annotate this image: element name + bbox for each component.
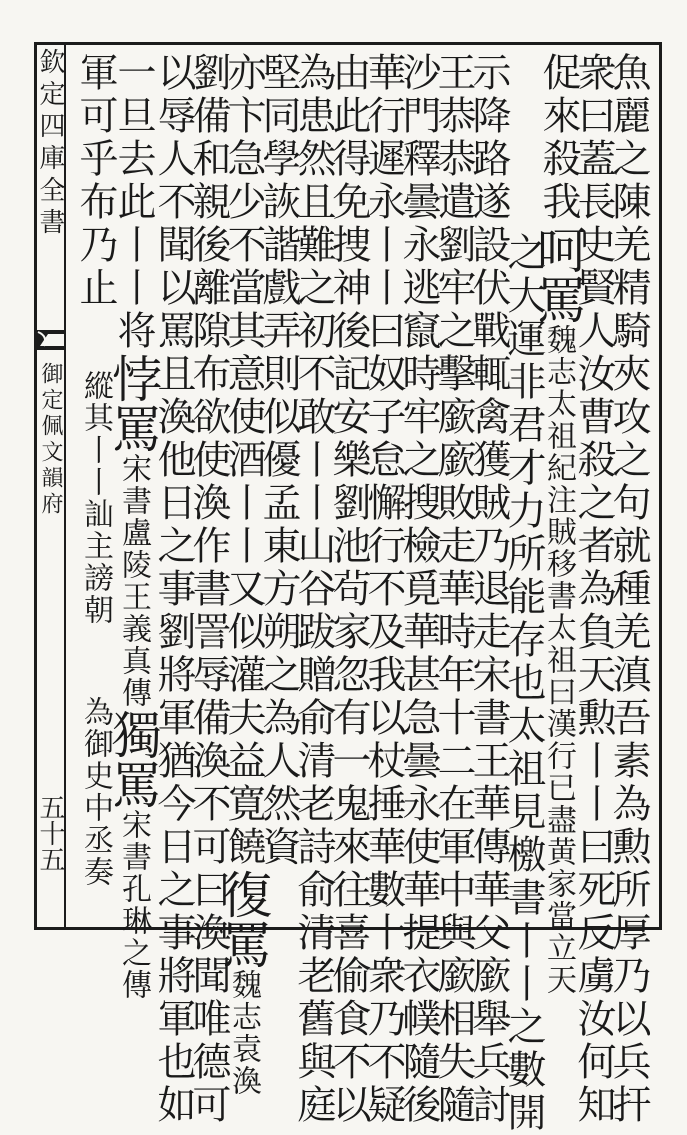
book-title: 御定佩文韻府	[38, 362, 63, 518]
headword: 悖罵	[104, 353, 162, 453]
margin-gutter	[34, 42, 66, 930]
body-text: 促來殺我	[536, 52, 581, 224]
body-text: 以辱人不聞以罵且渙他日之事劉將軍猶今日之事將軍也如	[151, 52, 196, 1127]
body-text: 之大運非君才力所能存也太祖見檄書丨丨之數開	[501, 232, 546, 1135]
body-text: 王恭恭遣劉牢之擊廞廞敗走華時年十二在軍中與廞相失隨	[431, 52, 476, 1127]
body-text: 沙門釋曇永逃竄時牢之搜檢覓華甚急曇永使華提衣幞隨後	[396, 52, 441, 1127]
body-text: 衆曰蓋長史賢人汝曹殺之者為負天勲丨丨曰死反虜汝何知	[571, 52, 616, 1127]
body-text: 由此得免捜神後記安樂劉池茍家忽有一鬼來往喜偷食不以	[326, 52, 371, 1127]
body-text: 劉備和親後離隙布欲使渙作書詈辱備渙不可曰渙聞唯德可	[186, 52, 231, 1127]
annotation: 魏志太祖紀注賊移書太祖曰漢行已盡黄家當立天	[541, 324, 576, 996]
annotation: 宋書孔琳之傳	[116, 809, 151, 1001]
headword: 呵罵	[529, 224, 587, 324]
collection-title: 欽定四庫全書	[35, 48, 65, 240]
fish-tail-icon	[34, 328, 64, 350]
annotation: 縱其丨丨訕主謗朝	[78, 370, 113, 626]
annotation: 為御史中丞奏	[78, 696, 113, 888]
page-number: 五十五	[35, 794, 65, 872]
headword: 獨罵	[104, 709, 162, 809]
headword: 復罵	[214, 869, 272, 969]
body-text: 堅同學詼諧戲弄則似優孟東方朔之為人然資	[256, 52, 301, 869]
body-text: 軍可乎布乃止	[73, 52, 118, 310]
body-text: 亦卞急少不當其意使酒丨丨又似灌夫益寛饒	[221, 52, 266, 869]
annotation: 魏志袁渙	[226, 969, 261, 1097]
annotation: 宋書盧陵王義真傳	[116, 453, 151, 709]
body-text: 一旦去此丨丨将	[111, 52, 156, 353]
body-text: 示降路遂設伏戰輒禽獲賊乃退走宋書王華傳華父廞舉兵討	[466, 52, 511, 1127]
text-column-16	[70, 52, 120, 922]
body-text: 為患然且難之初不敢丨丨山谷跋贈俞清老詩俞清老舊與庭	[291, 52, 336, 1127]
body-text: 華行遲永丨丨曰奴子怠懈行不及我以杖捶華數十衆乃不疑	[361, 52, 406, 1127]
body-text: 魚麗之陳羌精騎夾攻之句就種羌滇吾素為勲所厚乃以兵扞	[606, 52, 651, 1127]
